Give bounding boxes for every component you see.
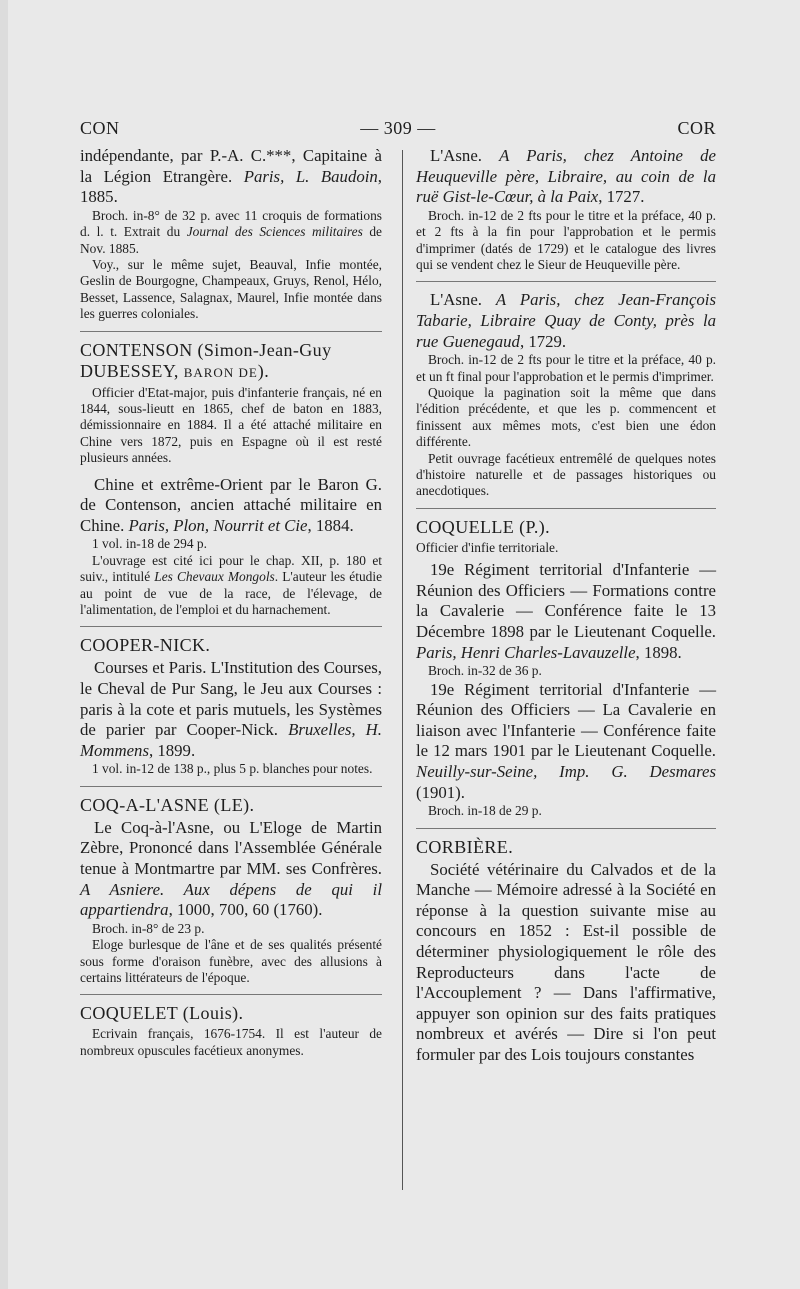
entry-note: Officier d'Etat-major, puis d'infanterie français, né en 1844, sous-lieutt en 1865, chef de baton en 1883, démissionnaire en 1884. Il a été attaché militaire en Chine vers 1872, puis en Espagne où il est resté plusieurs années.: [80, 384, 382, 466]
running-head-left: CON: [80, 118, 120, 138]
entry-note: Broch. in-8° de 32 p. avec 11 croquis de formations d. l. t. Extrait du Journal des Sciences militaires de Nov. 1885.: [80, 207, 382, 256]
entry-title-text: Société vétérinaire du Calvados et de la Manche — Mémoire adressé à la Société en réponse à la question suivante mise au concours en 1852 : Est-il possible de déterminer physiologiquement le rôle des Reproducteurs dans l'acte de l'Accouplement ? — Dans l'affirmative, appuyer son opinion sur des faits pratiques nombreux et avérés — Dire si l'on peut formuler par des Lois toujours constantes: [416, 859, 716, 1064]
entry-title-text: 19e Régiment territorial d'Infanterie — Réunion des Officiers — La Cavalerie en liaison avec l'Infanterie — Conférence faite le 12 mars 1901 par le Lieutenant Coquelle. Neuilly-sur-Seine, Imp. G. Desmares (1901).: [416, 679, 716, 802]
entry-note: Voy., sur le même sujet, Beauval, Infie montée, Geslin de Bourgogne, Champeaux, Gruys, Renol, Hélo, Besset, Lassence, Salagnax, Maurel, Infie montée dans les guerres coloniales.: [80, 257, 382, 322]
entry-note: Broch. in-32 de 36 p.: [428, 663, 542, 679]
entry-note: 1 vol. in-18 de 294 p.: [92, 536, 207, 552]
entry-separator: [416, 508, 716, 509]
entry-heading-contenson: CONTENSON (Simon-Jean-Guy DUBESSEY, BARON DE).: [80, 339, 332, 381]
entry-note: Broch. in-18 de 29 p.: [428, 803, 542, 819]
entry-title-text: Le Coq-à-l'Asne, ou L'Eloge de Martin Zèbre, Prononcé dans l'Assemblée Générale tenue à Montmartre par MM. ses Confrères. A Asniere. Aux dépens de qui il appartiendra, 1000, 700, 60 (1760).: [80, 817, 382, 920]
entry-heading-coquelet: COQUELET (Louis).: [80, 1003, 244, 1024]
running-head: [80, 118, 716, 144]
entry-separator: [416, 828, 716, 829]
page-number: — 309 —: [360, 118, 436, 138]
entry-note: Broch. in-12 de 2 fts pour le titre et la préface, 40 p. et un ft final pour l'approbation et le permis d'imprimer.: [416, 352, 716, 384]
entry-title-text: 19e Régiment territorial d'Infanterie — Réunion des Officiers — Formations contre la Cavalerie — Conférence faite le 13 Décembre 1898 par le Lieutenant Coquelle. Paris, Henri Charles-Lavauzelle, 1898.: [416, 560, 716, 662]
entry-note: Officier d'infie territoriale.: [416, 539, 559, 555]
entry-heading-corbiere: CORBIÈRE.: [416, 836, 514, 857]
entry-title-text: L'Asne. A Paris, chez Jean-François Tabarie, Libraire Quay de Conty, près la rue Guenegaud, 1729.: [416, 290, 716, 351]
entry-separator: [80, 786, 382, 787]
entry-title-text: L'Asne. A Paris, chez Antoine de Heuqueville père, Libraire, au coin de la ruë Gist-le-Cœur, à la Paix, 1727.: [416, 146, 716, 207]
entry-note: Ecrivain français, 1676-1754. Il est l'auteur de nombreux opuscules facétieux anonymes.: [80, 1026, 382, 1058]
entry-separator: [80, 626, 382, 627]
running-head-right: COR: [677, 118, 716, 138]
continued-entry-text: indépendante, par P.-A. C.***, Capitaine à la Légion Etrangère. Paris, L. Baudoin, 1885.: [80, 146, 382, 207]
entry-note: L'ouvrage est cité ici pour le chap. XII, p. 180 et suiv., intitulé Les Chevaux Mongols. L'auteur les étudie au point de vue de la race, de l'élevage, de l'alimentation, de l'emploi et du harnachement.: [80, 552, 383, 618]
column-divider: [402, 150, 403, 1190]
entry-note: Quoique la pagination soit la même que dans l'édition précédente, et que les p. commencent et finissent aux mêmes mots, c'est bien une édon différente.: [416, 385, 716, 450]
entry-separator: [80, 331, 382, 332]
entry-title-text: Courses et Paris. L'Institution des Courses, le Cheval de Pur Sang, le Jeu aux Courses : paris à la cote et paris mutuels, les Systèmes de parier par Cooper-Nick. Bruxelles, H. Mommens, 1899.: [80, 658, 382, 760]
entry-separator: [80, 994, 382, 995]
entry-note: Broch. in-8° de 23 p.: [92, 920, 205, 936]
entry-note: Petit ouvrage facétieux entremêlé de quelques notes d'histoire naturelle et de passages historiques ou anecdotiques.: [416, 450, 716, 499]
entry-title-text: Chine et extrême-Orient par le Baron G. de Contenson, ancien attaché militaire en Chine. Paris, Plon, Nourrit et Cie, 1884.: [80, 474, 382, 535]
left-column: [80, 146, 382, 1059]
entry-separator: [416, 281, 716, 282]
entry-heading-coq-a-lasne: COQ-A-L'ASNE (LE).: [80, 794, 255, 815]
entry-note: 1 vol. in-12 de 138 p., plus 5 p. blanches pour notes.: [92, 761, 373, 777]
right-column: [416, 146, 716, 1066]
entry-note: Eloge burlesque de l'âne et de ses qualités présenté sous forme d'oraison funèbre, avec des allusions à certains littérateurs de l'époque.: [80, 937, 382, 986]
entry-note: Broch. in-12 de 2 fts pour le titre et la préface, 40 p. et 2 fts à la fin pour l'approbation et le permis d'imprimer (datés de 1729) et le catalogue des livres qui se vendent chez le Sieur de Heuqueville père.: [416, 207, 716, 272]
entry-heading-coquelle: COQUELLE (P.).: [416, 516, 551, 537]
entry-heading-cooper-nick: COOPER-NICK.: [80, 635, 211, 656]
